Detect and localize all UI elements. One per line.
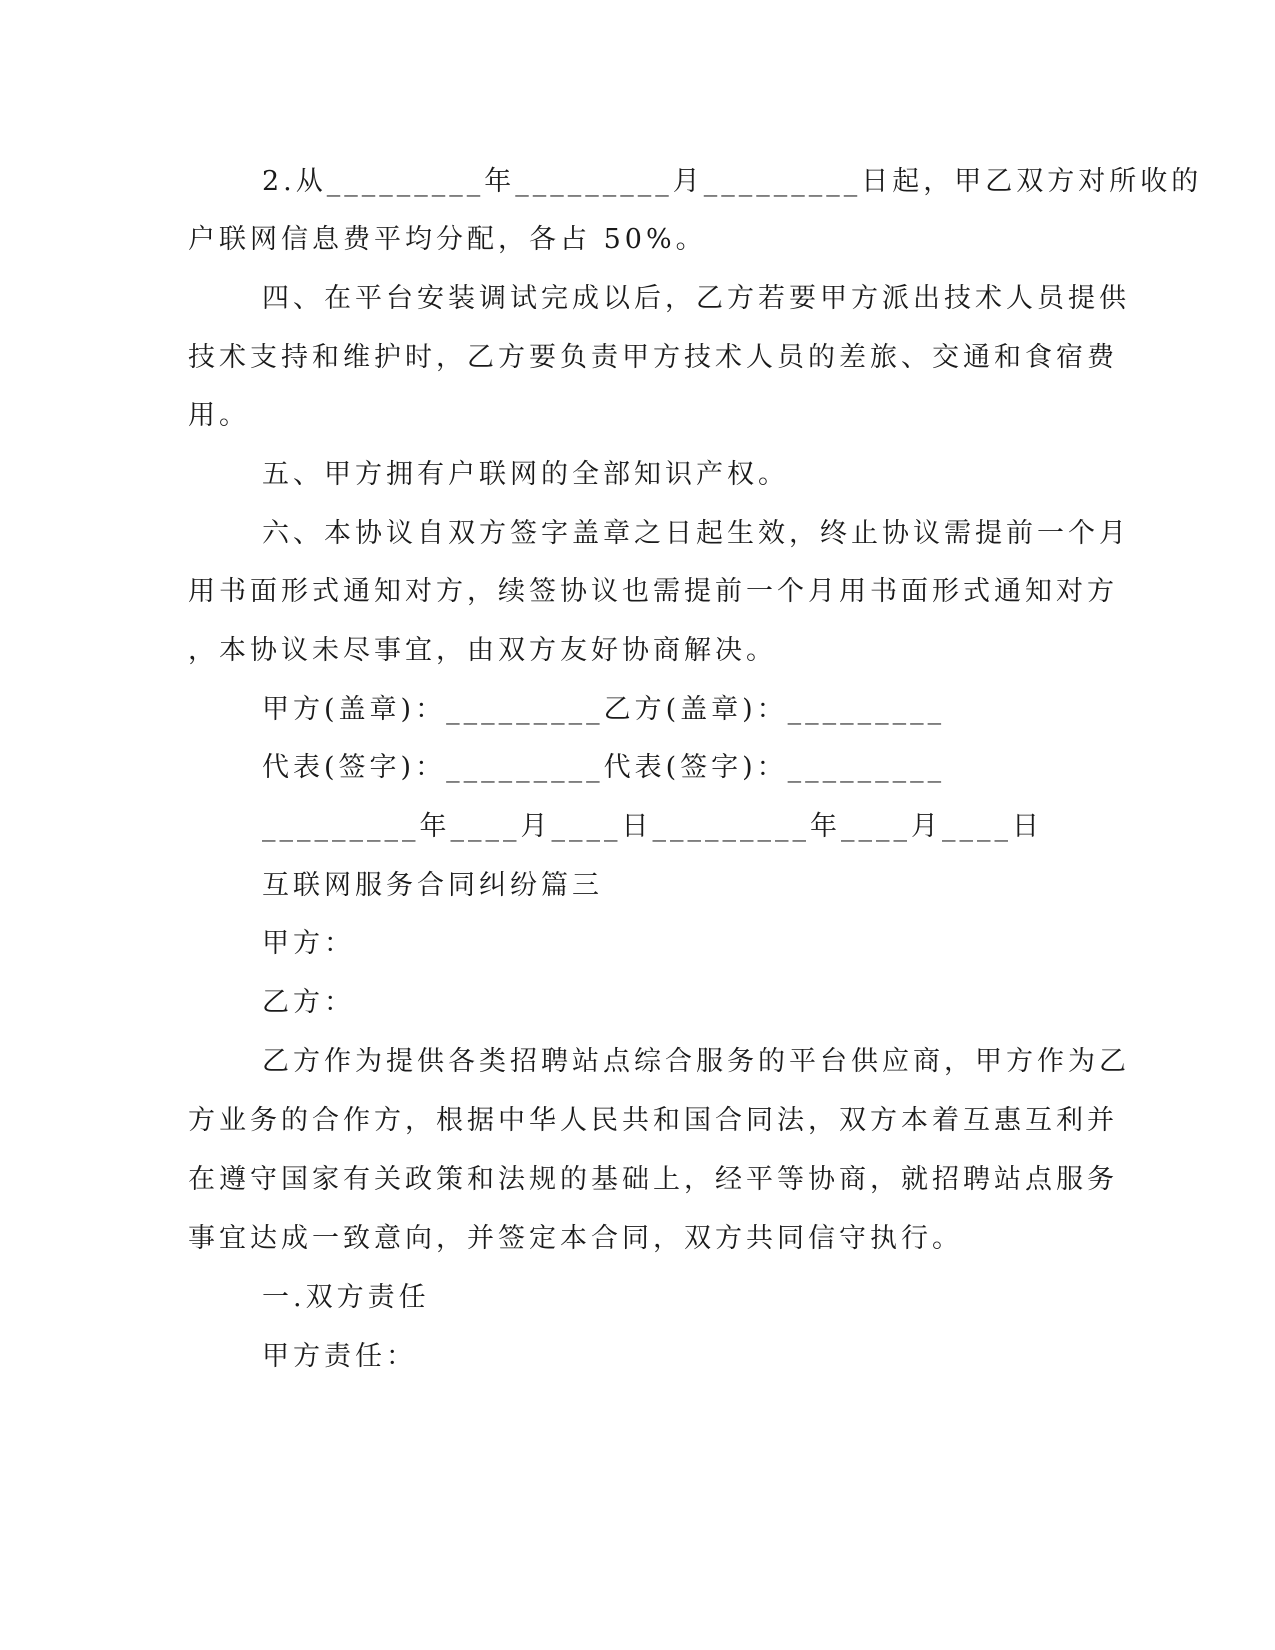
section-title: 互联网服务合同纠纷篇三 (262, 870, 603, 901)
paragraph-line: 四、在平台安装调试完成以后，乙方若要甲方派出技术人员提供 (262, 283, 1130, 314)
paragraph-line: 户联网信息费平均分配，各占 50%。 (188, 224, 707, 255)
clause-heading: 一.双方责任 (262, 1282, 430, 1313)
signature-line-seal: 甲方(盖章)：_________乙方(盖章)：_________ (262, 694, 946, 725)
party-b-label: 乙方： (262, 987, 355, 1018)
paragraph-line: 用书面形式通知对方，续签协议也需提前一个月用书面形式通知对方 (188, 576, 1118, 607)
paragraph-line: 事宜达成一致意向，并签定本合同，双方共同信守执行。 (188, 1223, 963, 1254)
paragraph-line: 五、甲方拥有户联网的全部知识产权。 (262, 459, 789, 490)
signature-line-date: _________年____月____日_________年____月____日 (262, 811, 1043, 842)
paragraph-line: 技术支持和维护时，乙方要负责甲方技术人员的差旅、交通和食宿费 (188, 342, 1118, 373)
signature-line-representative: 代表(签字)：_________代表(签字)：_________ (262, 752, 946, 783)
paragraph-line: 六、本协议自双方签字盖章之日起生效，终止协议需提前一个月 (262, 518, 1130, 549)
paragraph-line: ，本协议未尽事宜，由双方友好协商解决。 (188, 635, 777, 666)
paragraph-line: 乙方作为提供各类招聘站点综合服务的平台供应商，甲方作为乙 (262, 1046, 1130, 1077)
paragraph-line: 用。 (188, 400, 250, 431)
paragraph-line: 方业务的合作方，根据中华人民共和国合同法，双方本着互惠互利并 (188, 1105, 1118, 1136)
clause-subheading: 甲方责任： (262, 1341, 417, 1372)
paragraph-line: 2.从_________年_________月_________日起，甲乙双方对所收的 (262, 166, 1203, 197)
paragraph-line: 在遵守国家有关政策和法规的基础上，经平等协商，就招聘站点服务 (188, 1164, 1118, 1195)
party-a-label: 甲方： (262, 928, 355, 959)
